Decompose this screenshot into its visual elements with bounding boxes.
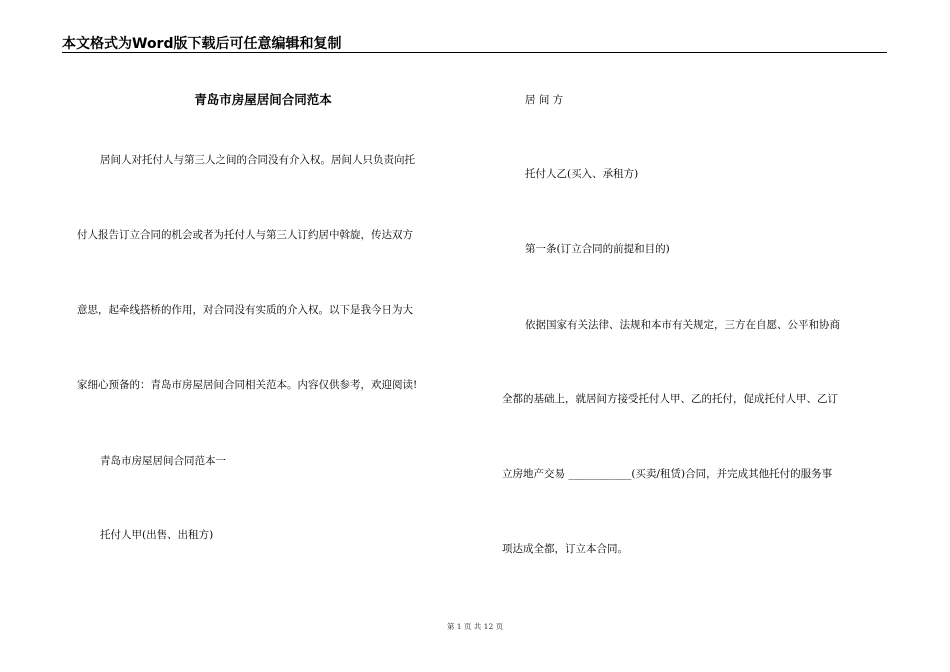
right-paragraph-line-3: 立房地产交易 ____________(买卖/租赁)合同，并完成其他托付的服务事 bbox=[502, 468, 833, 480]
right-intermediary: 居 间 方 bbox=[525, 94, 564, 106]
left-paragraph-line-2: 付人报告订立合同的机会或者为托付人与第三人订约居中斡旋，传达双方 bbox=[77, 229, 413, 241]
left-subheading: 青岛市房屋居间合同范本一 bbox=[100, 455, 226, 467]
left-party-a: 托付人甲(出售、出租方) bbox=[100, 529, 214, 541]
right-paragraph-line-4: 项达成全都，订立本合同。 bbox=[502, 543, 628, 555]
page-number: 第 1 页 共 12 页 bbox=[446, 622, 504, 631]
page-header-title: 本文格式为Word版下载后可任意编辑和复制 bbox=[62, 36, 342, 52]
right-paragraph-line-2: 全都的基础上，就居间方接受托付人甲、乙的托付，促成托付人甲、乙订 bbox=[502, 393, 838, 405]
document-title: 青岛市房屋居间合同范本 bbox=[194, 92, 332, 107]
left-paragraph-line-3: 意思，起牵线搭桥的作用，对合同没有实质的介入权。以下是我今日为大 bbox=[77, 304, 413, 316]
right-paragraph-line-1: 依据国家有关法律、法规和本市有关规定，三方在自愿、公平和协商 bbox=[525, 319, 840, 331]
right-party-b: 托付人乙(买入、承租方) bbox=[525, 168, 639, 180]
left-paragraph-line-1: 居间人对托付人与第三人之间的合同没有介入权。居间人只负责向托 bbox=[100, 154, 415, 166]
left-paragraph-line-4: 家细心预备的：青岛市房屋居间合同相关范本。内容仅供参考，欢迎阅读! bbox=[77, 379, 418, 391]
right-article-1: 第一条(订立合同的前提和目的) bbox=[525, 243, 670, 255]
header-rule bbox=[62, 52, 887, 53]
